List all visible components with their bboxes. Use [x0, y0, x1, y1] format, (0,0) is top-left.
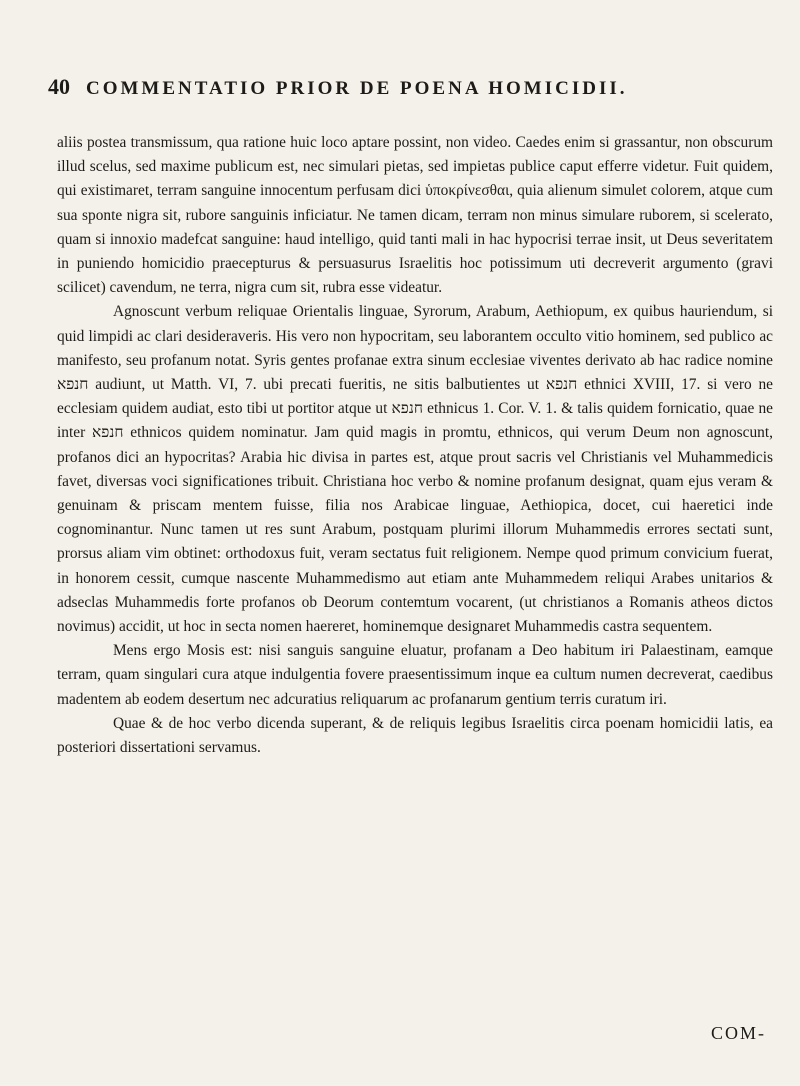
- paragraph: Agnoscunt verbum reliquae Orientalis linguae, Syrorum, Arabum, Aethiopum, ex quibus hauriendum, si quid limpidi ac clari desideraveris. His vero non hypocritam, seu laborantem occulto vitio hominem, sed publico ac manifesto, seu profanum notat. Syris gentes profanae extra sinum ecclesiae viventes derivato ab hac radice nomine חנפא audiunt, ut Matth. VI, 7. ubi precati fueritis, ne sitis balbutientes ut חנפא ethnici XVIII, 17. si vero ne ecclesiam quidem audiat, esto tibi ut portitor atque ut חנפא ethnicus 1. Cor. V. 1. & talis quidem fornicatio, quae ne inter חנפא ethnicos quidem nominatur. Jam quid magis in promtu, ethnicos, qui verum Deum non agnoscunt, profanos dici an hypocritas? Arabia hic divisa in partes est, atque prout sacris vel Christianis vel Muhammedicis favet, diversas voci significationes tribuit. Christiana hoc verbo & nomine profanum designat, quam ejus veram & genuinam & priscam mentem fuisse, filia nos Arabicae linguae, Aethiopica, docet, cui haeretici inde cognominantur. Nunc tamen ut res sunt Arabum, postquam plurimi illorum Muhammedis errores sectati sunt, prorsus aliam vim obtinet: orthodoxus fuit, veram sectatus fuit religionem. Nempe quod primum convicium fuerat, in honorem cessit, cumque nascente Muhammedismo aut etiam ante Muhammedem reliqui Arabes unitarios & adseclas Muhammedis forte profanos ob Deorum contemtum vocarent, (ut christianos a Romanis atheos dictos novimus) accidit, ut hoc in secta nomen haereret, hominemque designaret Muhammedis castra sequentem.: [57, 303, 773, 636]
- paragraph: aliis postea transmissum, qua ratione huic loco aptare possint, non video. Caedes enim si grassantur, non obscurum illud scelus, sed maxime publicum est, nec simulari pietas, sed impietas publice caput efferre videtur. Fuit quidem, qui existimaret, terram sanguine innocentum perfusam dici ὑποκρίνεσθαι, quia alienum simulet colorem, atque cum sua sponte nigra sit, rubore sanguinis inficiatur. Ne tamen dicam, terram non minus simulare ruborem, si scelerato, quam si innoxio madefcat sanguine: haud intelligo, quid tanti mali in hac hypocrisi terrae insit, ut Deus severitatem in puniendo homicidio praecepturus & persuasurus Israelitis hoc potissimum uti decreverit argumento (gravi scilicet) cavendum, ne terra, nigra cum sit, rubra esse videatur.: [57, 134, 773, 297]
- page-header: [48, 74, 768, 100]
- catchword: COM-: [710, 1023, 766, 1043]
- paragraph: Quae & de hoc verbo dicenda superant, & de reliquis legibus Israelitis circa poenam homicidii latis, ea posteriori dissertationi servamus.: [57, 714, 773, 757]
- running-head: COMMENTATIO PRIOR DE POENA HOMICIDII.: [86, 78, 628, 99]
- page-number: 40: [48, 74, 70, 99]
- body-text: [57, 131, 773, 760]
- paragraph: Mens ergo Mosis est: nisi sanguis sanguine eluatur, profanam a Deo habitum iri Palaestinam, eamque terram, quam singulari cura atque indulgentia fovere praesentissimum inque ea cultum numen decreverat, caedibus madentem ab eodem desertum nec adcuratius reliquarum ac profanarum gentium terris curatum iri.: [57, 642, 773, 708]
